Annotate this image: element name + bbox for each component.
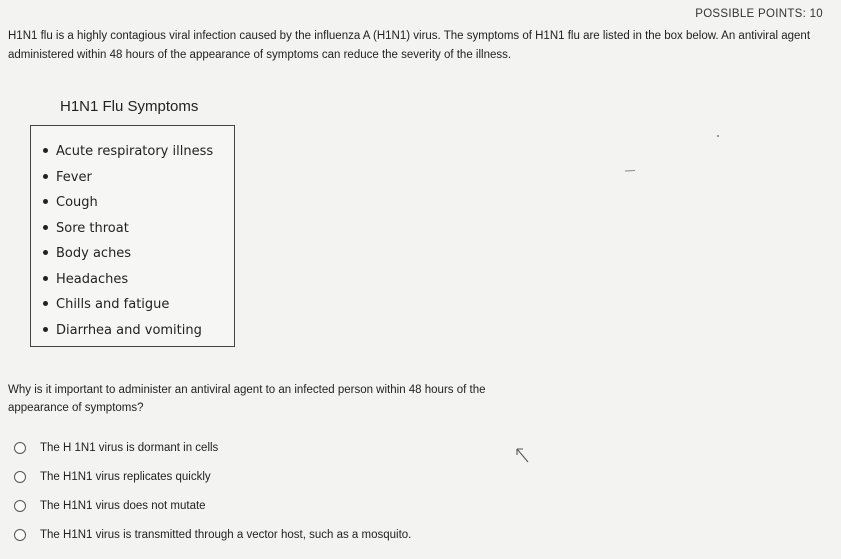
intro-paragraph: H1N1 flu is a highly contagious viral infection caused by the influenza A (H1N1) virus. The symptoms of H1N1 flu are listed in the box below. An antiviral agent administered within 48 hours of the appearance of symptoms can reduce the severity of the illness.	[8, 30, 811, 61]
answer-option-2[interactable]	[14, 462, 411, 491]
mouse-cursor-icon	[516, 448, 530, 464]
radio-button[interactable]	[14, 500, 26, 512]
symptom-label: Cough	[56, 195, 98, 210]
bullet-icon	[43, 276, 48, 281]
symptoms-box	[30, 125, 235, 347]
symptom-item	[43, 139, 213, 165]
radio-button[interactable]	[14, 529, 26, 541]
stray-dot-icon	[717, 135, 719, 137]
symptoms-list	[43, 139, 213, 343]
symptom-label: Sore throat	[56, 220, 129, 236]
question-text: Why is it important to administer an antiviral agent to an infected person within 48 hours of the appearance of symptoms?	[8, 384, 486, 414]
possible-points: POSSIBLE POINTS: 10	[695, 8, 823, 20]
symptom-label: Headaches	[56, 271, 129, 287]
answer-option-3[interactable]	[14, 491, 411, 520]
bullet-icon	[43, 174, 48, 179]
radio-button[interactable]	[14, 442, 26, 454]
answer-options	[14, 433, 411, 549]
symptom-label: Diarrhea and vomiting	[56, 322, 202, 338]
answer-option-1[interactable]	[14, 433, 411, 462]
bullet-icon	[43, 225, 48, 230]
symptoms-title: H1N1 Flu Symptoms	[60, 98, 199, 115]
answer-option-4[interactable]	[14, 520, 411, 549]
symptom-item	[43, 267, 213, 293]
bullet-icon	[43, 250, 48, 255]
bullet-icon	[43, 148, 48, 153]
option-label[interactable]: The H 1N1 virus is dormant in cells	[40, 441, 219, 454]
symptom-item	[43, 165, 213, 191]
bullet-icon	[43, 199, 48, 204]
bullet-icon	[43, 301, 48, 306]
option-label[interactable]: The H1N1 virus does not mutate	[40, 499, 206, 512]
symptom-label: Chills and fatigue	[56, 297, 170, 312]
option-label[interactable]: The H1N1 virus replicates quickly	[40, 470, 211, 483]
symptom-item	[43, 190, 213, 216]
radio-button[interactable]	[14, 471, 26, 483]
symptom-item	[43, 292, 213, 318]
symptom-item	[43, 241, 213, 267]
symptom-label: Acute respiratory illness	[56, 144, 214, 159]
symptom-item	[43, 216, 213, 242]
symptom-label: Fever	[56, 169, 92, 185]
option-label[interactable]: The H1N1 virus is transmitted through a vector host, such as a mosquito.	[40, 528, 412, 541]
symptom-item	[43, 318, 213, 344]
bullet-icon	[43, 327, 48, 332]
stray-mark-icon	[625, 170, 635, 172]
symptom-label: Body aches	[56, 246, 132, 261]
